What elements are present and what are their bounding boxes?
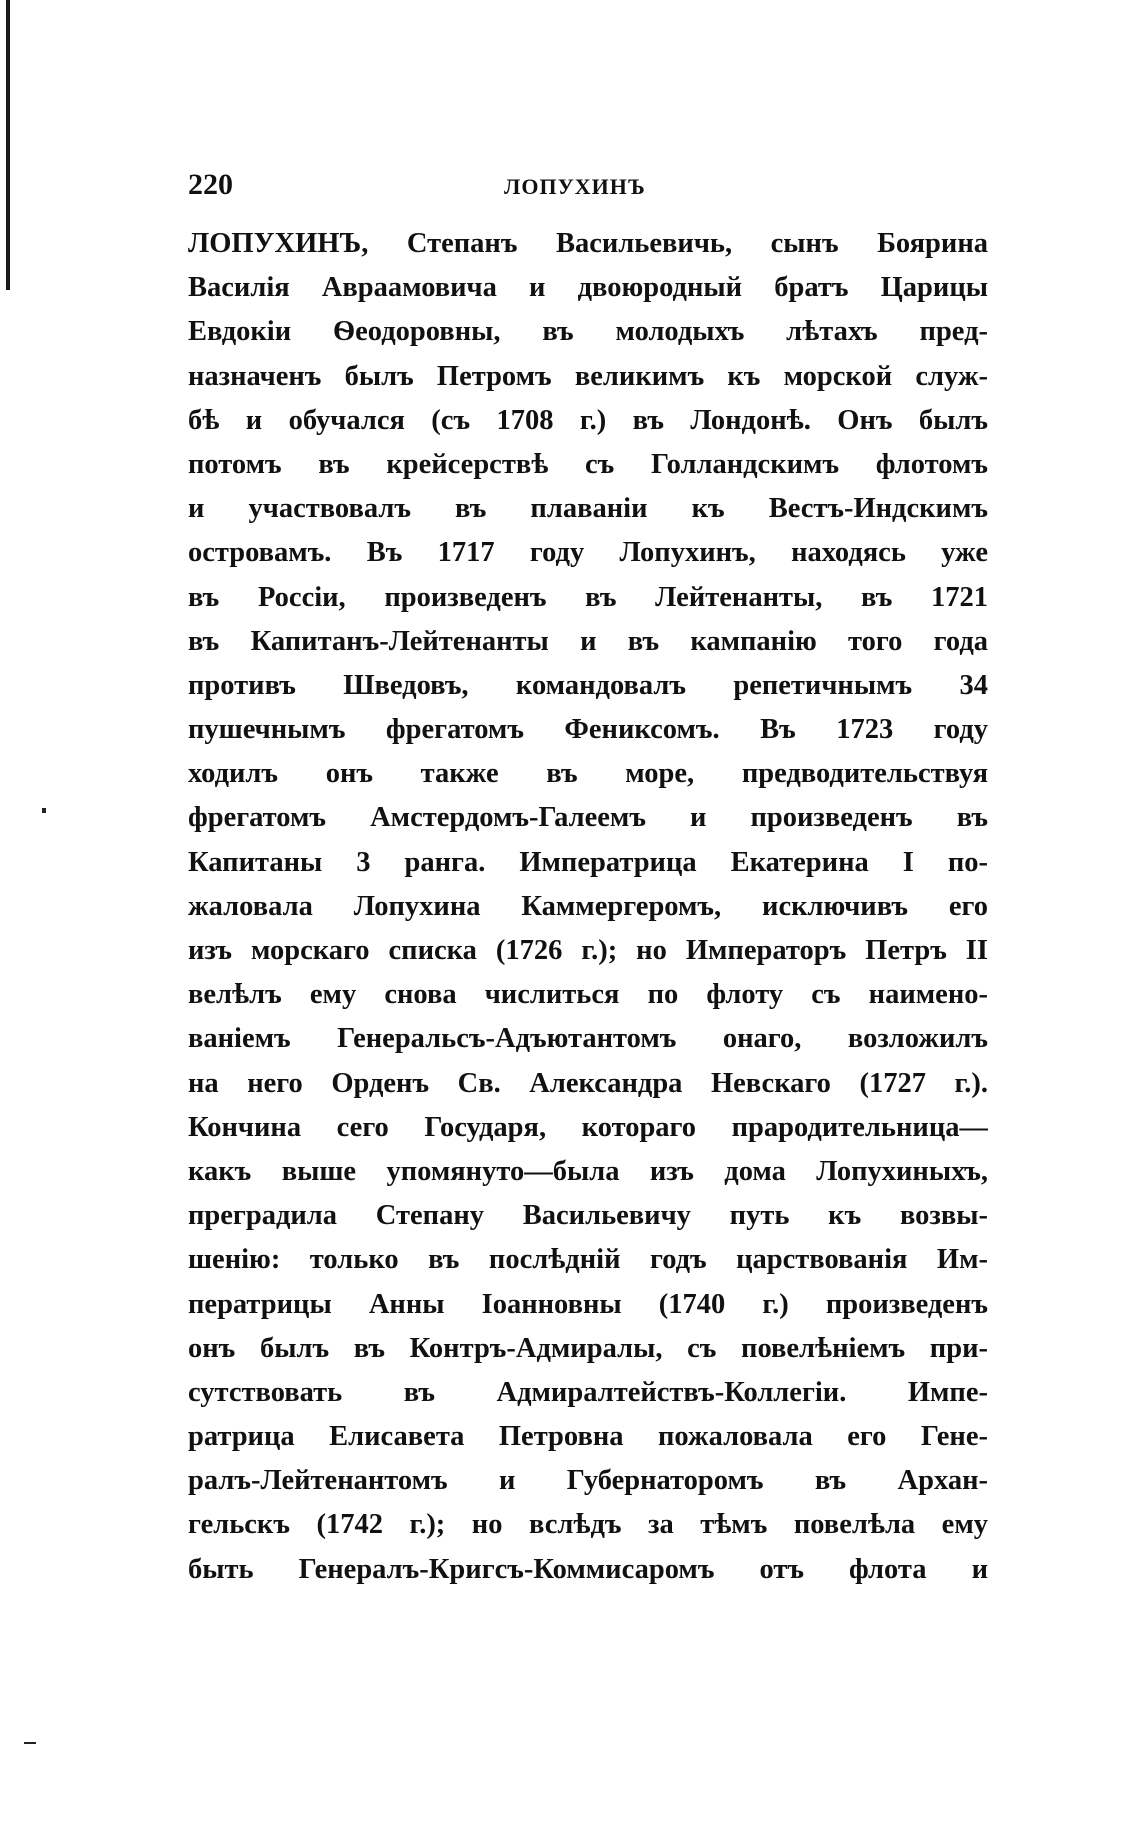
text-line: въ Капитанъ-Лейтенанты и въ кампанію того года — [188, 625, 988, 657]
text-line: Капитаны 3 ранга. Императрица Екатерина I по- — [188, 846, 988, 878]
text-line: быть Генералъ-Кригсъ-Коммисаромъ отъ флота и — [188, 1553, 988, 1585]
text-line: ператрицы Анны Іоанновны (1740 г.) произведенъ — [188, 1288, 988, 1320]
text-line: гельскъ (1742 г.); но вслѣдъ за тѣмъ повелѣла ему — [188, 1509, 988, 1541]
text-line: фрегатомъ Амстердомъ-Галеемъ и произведенъ въ — [188, 802, 988, 834]
text-line: Василія Авраамовича и двоюродный братъ Царицы — [188, 272, 988, 304]
text-line: въ Россіи, произведенъ въ Лейтенанты, въ 1721 — [188, 581, 988, 613]
text-line: какъ выше упомянуто—была изъ дома Лопухиныхъ, — [188, 1155, 988, 1187]
text-line: шенію: только въ послѣдній годъ царствованія Им- — [188, 1244, 988, 1276]
text-line: сутствовать въ Адмиралтействъ-Коллегіи. Импе- — [188, 1376, 988, 1408]
text-line: бѣ и обучался (съ 1708 г.) въ Лондонѣ. Онъ былъ — [188, 404, 988, 436]
margin-speck — [24, 1742, 36, 1744]
text-line: противъ Шведовъ, командовалъ репетичнымъ 34 — [188, 669, 988, 701]
text-line: и участвовалъ въ плаваніи къ Вестъ-Индскимъ — [188, 493, 988, 525]
margin-speck — [42, 808, 46, 813]
page-header — [188, 168, 988, 208]
text-line: онъ былъ въ Контръ-Адмиралы, съ повелѣніемъ при- — [188, 1332, 988, 1364]
text-line: назначенъ былъ Петромъ великимъ къ морской служ- — [188, 360, 988, 392]
text-line: Евдокіи Ѳеодоровны, въ молодыхъ лѣтахъ пред- — [188, 316, 988, 348]
text-line: пушечнымъ фрегатомъ Фениксомъ. Въ 1723 году — [188, 714, 988, 746]
text-line: изъ морскаго списка (1726 г.); но Императоръ Петръ II — [188, 935, 988, 966]
running-head: ЛОПУХИНЪ — [504, 174, 646, 199]
text-line: островамъ. Въ 1717 году Лопухинъ, находясь уже — [188, 537, 988, 569]
text-line: Кончина сего Государя, котораго прародительница— — [188, 1111, 988, 1143]
text-line: жаловала Лопухина Каммергеромъ, исключивъ его — [188, 890, 988, 922]
text-line: ЛОПУХИНЪ, Степанъ Васильевичь, сынъ Боярина — [188, 228, 988, 259]
text-line: на него Орденъ Св. Александра Невскаго (1727 г.). — [188, 1067, 988, 1099]
text-line: ратрица Елисавета Петровна пожаловала его Гене- — [188, 1421, 988, 1453]
scan-edge-shadow — [6, 0, 10, 290]
text-line: потомъ въ крейсерствѣ съ Голландскимъ флотомъ — [188, 448, 988, 480]
page-number: 220 — [188, 168, 233, 201]
text-line: ралъ-Лейтенантомъ и Губернаторомъ въ Архан- — [188, 1465, 988, 1497]
text-line: преградила Степану Васильевичу путь къ возвы- — [188, 1200, 988, 1232]
text-line: ваніемъ Генеральсъ-Адъютантомъ онаго, возложилъ — [188, 1023, 988, 1055]
text-line: ходилъ онъ также въ море, предводительствуя — [188, 758, 988, 790]
article-body — [188, 222, 988, 1592]
text-line: велѣлъ ему снова числиться по флоту съ наимено- — [188, 979, 988, 1011]
